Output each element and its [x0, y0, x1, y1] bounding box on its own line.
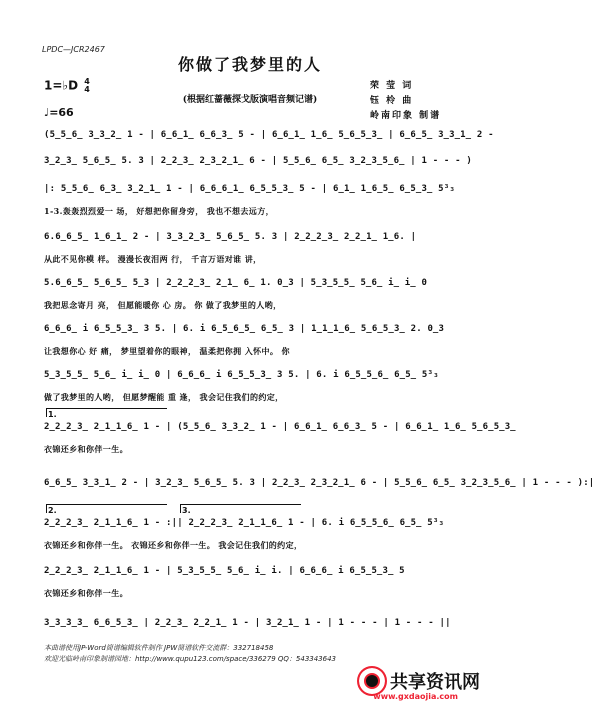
- time-signature: 4 4: [84, 77, 90, 94]
- score-line-10: 2̲2̲2̲3̲ 2̲1̲1̲6̲ 1 - :|| 2̲2̲2̲3̲ 2̲1̲1̲6̲ 1 - | 6. i 6̲5̲5̲6̲ 6̲5̲ 5³₃: [44, 518, 445, 528]
- lyric-line-6: 让我想你心 好 痛， 梦里望着你的眼神， 温柔把你拥 入怀中。 你: [44, 346, 290, 356]
- arranger-credit: 岭南印象 制谱: [370, 111, 442, 121]
- score-code: LPDC—JCR2467: [42, 45, 105, 54]
- score-line-4: 6.6̲6̲5̲ 1̲6̲1̲ 2 - | 3̲3̲2̲3̲ 5̲6̲5̲ 5. 3 | 2̲2̲2̲3̲ 2̲2̲1̲ 1̲6. |: [44, 232, 417, 242]
- score-line-3: |: 5̲5̲6̲ 6̲3̲ 3̲2̲1̲ 1 - | 6̲6̲6̲1̲ 6̲5̲5̲3̲ 5 - | 6̲1̲ 1̲6̲5̲ 6̲5̲3̲ 5³₃: [44, 184, 455, 194]
- volta-bracket-2: [46, 504, 167, 513]
- lyric-line-7: 做了我梦里的人哟， 但愿梦醒能 重 逢， 我会记住我们的约定，: [44, 392, 284, 402]
- volta-label-3: 3.: [182, 506, 191, 515]
- lyric-line-10: 衣锦还乡和你伴一生。 衣锦还乡和你伴一生。 我会记住我们的约定，: [44, 540, 303, 550]
- watermark-text: 共享资讯网: [390, 672, 480, 693]
- lyric-line-5: 我把思念寄月 亮， 但愿能暖你 心 房。 你 做了我梦里的人哟，: [44, 300, 282, 310]
- footer-line-2: 欢迎光临岭南印象制谱园地：http://www.qupu123.com/space/336279 QQ：543343643: [44, 655, 336, 663]
- score-line-7: 5̲3̲5̲5̲ 5̲6̲ i̲ i̲ 0 | 6̲6̲6̲ i 6̲5̲5̲3̲ 3 5. | 6. i 6̲5̲5̲6̲ 6̲5̲ 5³₃: [44, 370, 439, 380]
- composer-credit: 钰 柃 曲: [370, 96, 414, 106]
- tempo-marking: ♩=66: [44, 106, 74, 119]
- watermark-site: www.gxdaojia.com: [373, 692, 458, 701]
- lyric-line-4: 从此不见你模 样。 漫漫长夜泪两 行， 千言万语对谁 讲，: [44, 254, 262, 264]
- song-title: 你做了我梦里的人: [177, 55, 322, 74]
- score-line-8: 2̲2̲2̲3̲ 2̲1̲1̲6̲ 1 - | (5̲5̲6̲ 3̲3̲2̲ 1 - | 6̲6̲1̲ 6̲6̲3̲ 5 - | 6̲6̲1̲ 1̲6̲ 5̲6̲5̲3̲: [44, 422, 516, 432]
- volta-label-2: 2.: [48, 506, 57, 515]
- key-signature: 1=♭D 4 4: [44, 77, 90, 94]
- score-line-2: 3̲2̲3̲ 5̲6̲5̲ 5. 3 | 2̲2̲3̲ 2̲3̲2̲1̲ 6 - | 5̲5̲6̲ 6̲5̲ 3̲2̲3̲5̲6̲ | 1 - - - ): [44, 156, 473, 166]
- volta-label-1: 1.: [48, 410, 57, 419]
- score-line-12: 3̲3̲3̲3̲ 6̲6̲5̲3̲ | 2̲2̲3̲ 2̲2̲1̲ 1 - | 3̲2̲1̲ 1 - | 1 - - - | 1 - - - ||: [44, 618, 451, 628]
- score-line-6: 6̲6̲6̲ i 6̲5̲5̲3̲ 3 5. | 6. i 6̲5̲6̲5̲ 6̲5̲ 3 | 1̲1̲1̲6̲ 5̲6̲5̲3̲ 2. 0̲3: [44, 324, 445, 334]
- volta-bracket-3: [180, 504, 301, 513]
- score-line-1: (5̲5̲6̲ 3̲3̲2̲ 1 - | 6̲6̲1̲ 6̲6̲3̲ 5 - | 6̲6̲1̲ 1̲6̲ 5̲6̲5̲3̲ | 6̲6̲5̲ 3̲3̲1̲ 2 -: [44, 130, 494, 140]
- volta-bracket-1: [46, 408, 167, 417]
- lyricist-credit: 荣 莹 词: [370, 81, 414, 91]
- score-line-5: 5.6̲6̲5̲ 5̲6̲5̲ 5̲3 | 2̲2̲2̲3̲ 2̲1̲ 6̲ 1. 0̲3 | 5̲3̲5̲5̲ 5̲6̲ i̲ i̲ 0: [44, 278, 428, 288]
- footer-line-1: 本曲谱使用JP-Word简谱编辑软件制作 JPW简谱软件交流群：332718458: [44, 644, 274, 652]
- watermark-logo-dot-icon: [366, 675, 378, 687]
- lyric-line-8: 衣锦还乡和你伴一生。: [44, 444, 128, 454]
- score-line-11: 2̲2̲2̲3̲ 2̲1̲1̲6̲ 1 - | 5̲3̲5̲5̲ 5̲6̲ i̲ i. | 6̲6̲6̲ i 6̲5̲5̲3̲ 5: [44, 566, 405, 576]
- lyric-line-11: 衣锦还乡和你伴一生。: [44, 588, 128, 598]
- score-line-9: 6̲6̲5̲ 3̲3̲1̲ 2 - | 3̲2̲3̲ 5̲6̲5̲ 5. 3 | 2̲2̲3̲ 2̲3̲2̲1̲ 6 - | 5̲5̲6̲ 6̲5̲ 3̲2̲3̲5̲6̲ | 1 - - - ):|: [44, 478, 594, 488]
- lyric-line-3: 1-3.轰轰烈烈爱一 场， 好想把你留身旁， 我也不想去远方，: [44, 206, 274, 216]
- subtitle: (根据红蔷薇探戈版演唱音频记谱): [182, 95, 318, 105]
